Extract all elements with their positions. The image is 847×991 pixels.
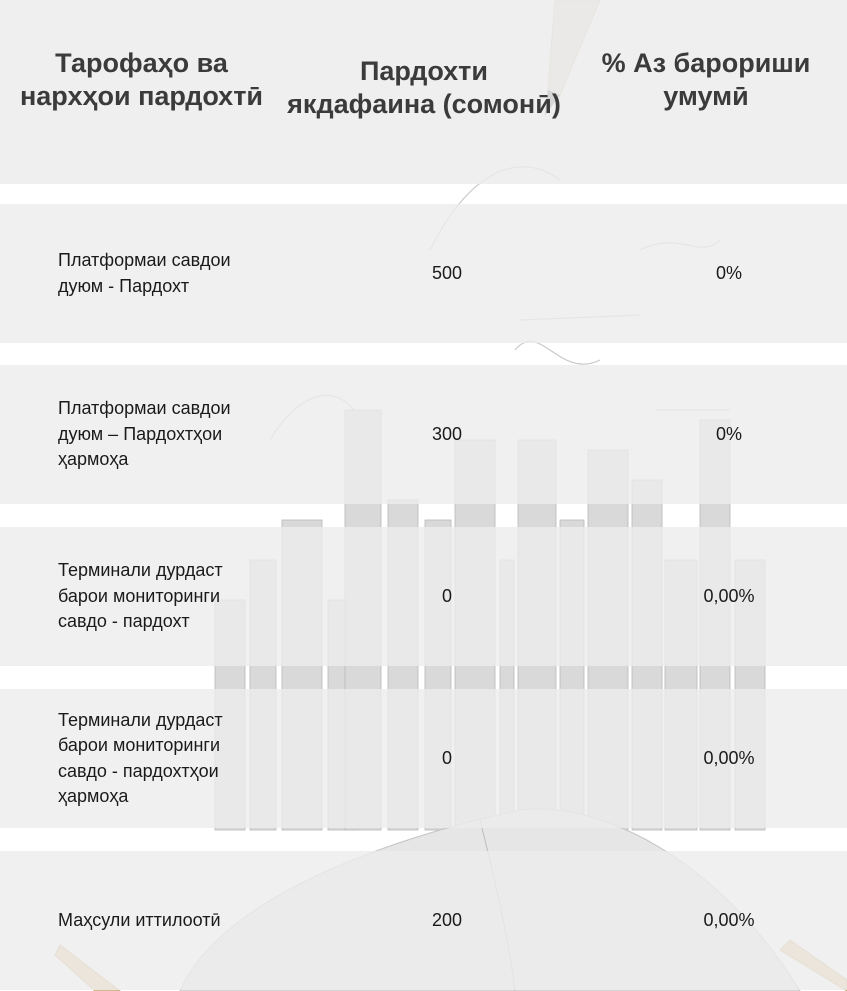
row-percent: 0%	[715, 423, 742, 444]
row-name: Платформаи савдои дуюм - Пардохт	[58, 250, 231, 296]
row-name: Платформаи савдои дуюм – Пардохтҳои ҳармоҳа	[58, 398, 231, 470]
table-row	[0, 527, 847, 666]
row-name: Терминали дурдаст барои мониторинги савдо - пардохтҳои ҳармоҳа	[58, 709, 223, 806]
row-percent: 0,00%	[703, 585, 755, 606]
header-one-time-payment: Пардохти якдафаина (сомонӣ)	[287, 56, 561, 119]
row-amount: 200	[431, 909, 463, 930]
row-percent: 0%	[715, 262, 742, 283]
row-name: Терминали дурдаст барои мониторинги савдо - пардохт	[58, 560, 223, 632]
row-amount: 0	[441, 747, 452, 768]
table-row	[0, 689, 847, 828]
table-row	[0, 204, 847, 343]
table-row	[0, 365, 847, 504]
row-amount: 0	[441, 585, 452, 606]
table-header	[0, 0, 847, 184]
header-fees-and-prices: Тарофаҳо ва нархҳои пардохтӣ	[19, 48, 264, 111]
row-percent: 0,00%	[703, 747, 755, 768]
header-percent-of-issue: % Аз барориши умумӣ	[601, 48, 811, 111]
row-amount: 300	[431, 423, 463, 444]
row-amount: 500	[431, 262, 463, 283]
row-name: Маҳсули иттилоотӣ	[58, 909, 221, 930]
row-percent: 0,00%	[703, 909, 755, 930]
table-row	[0, 851, 847, 990]
